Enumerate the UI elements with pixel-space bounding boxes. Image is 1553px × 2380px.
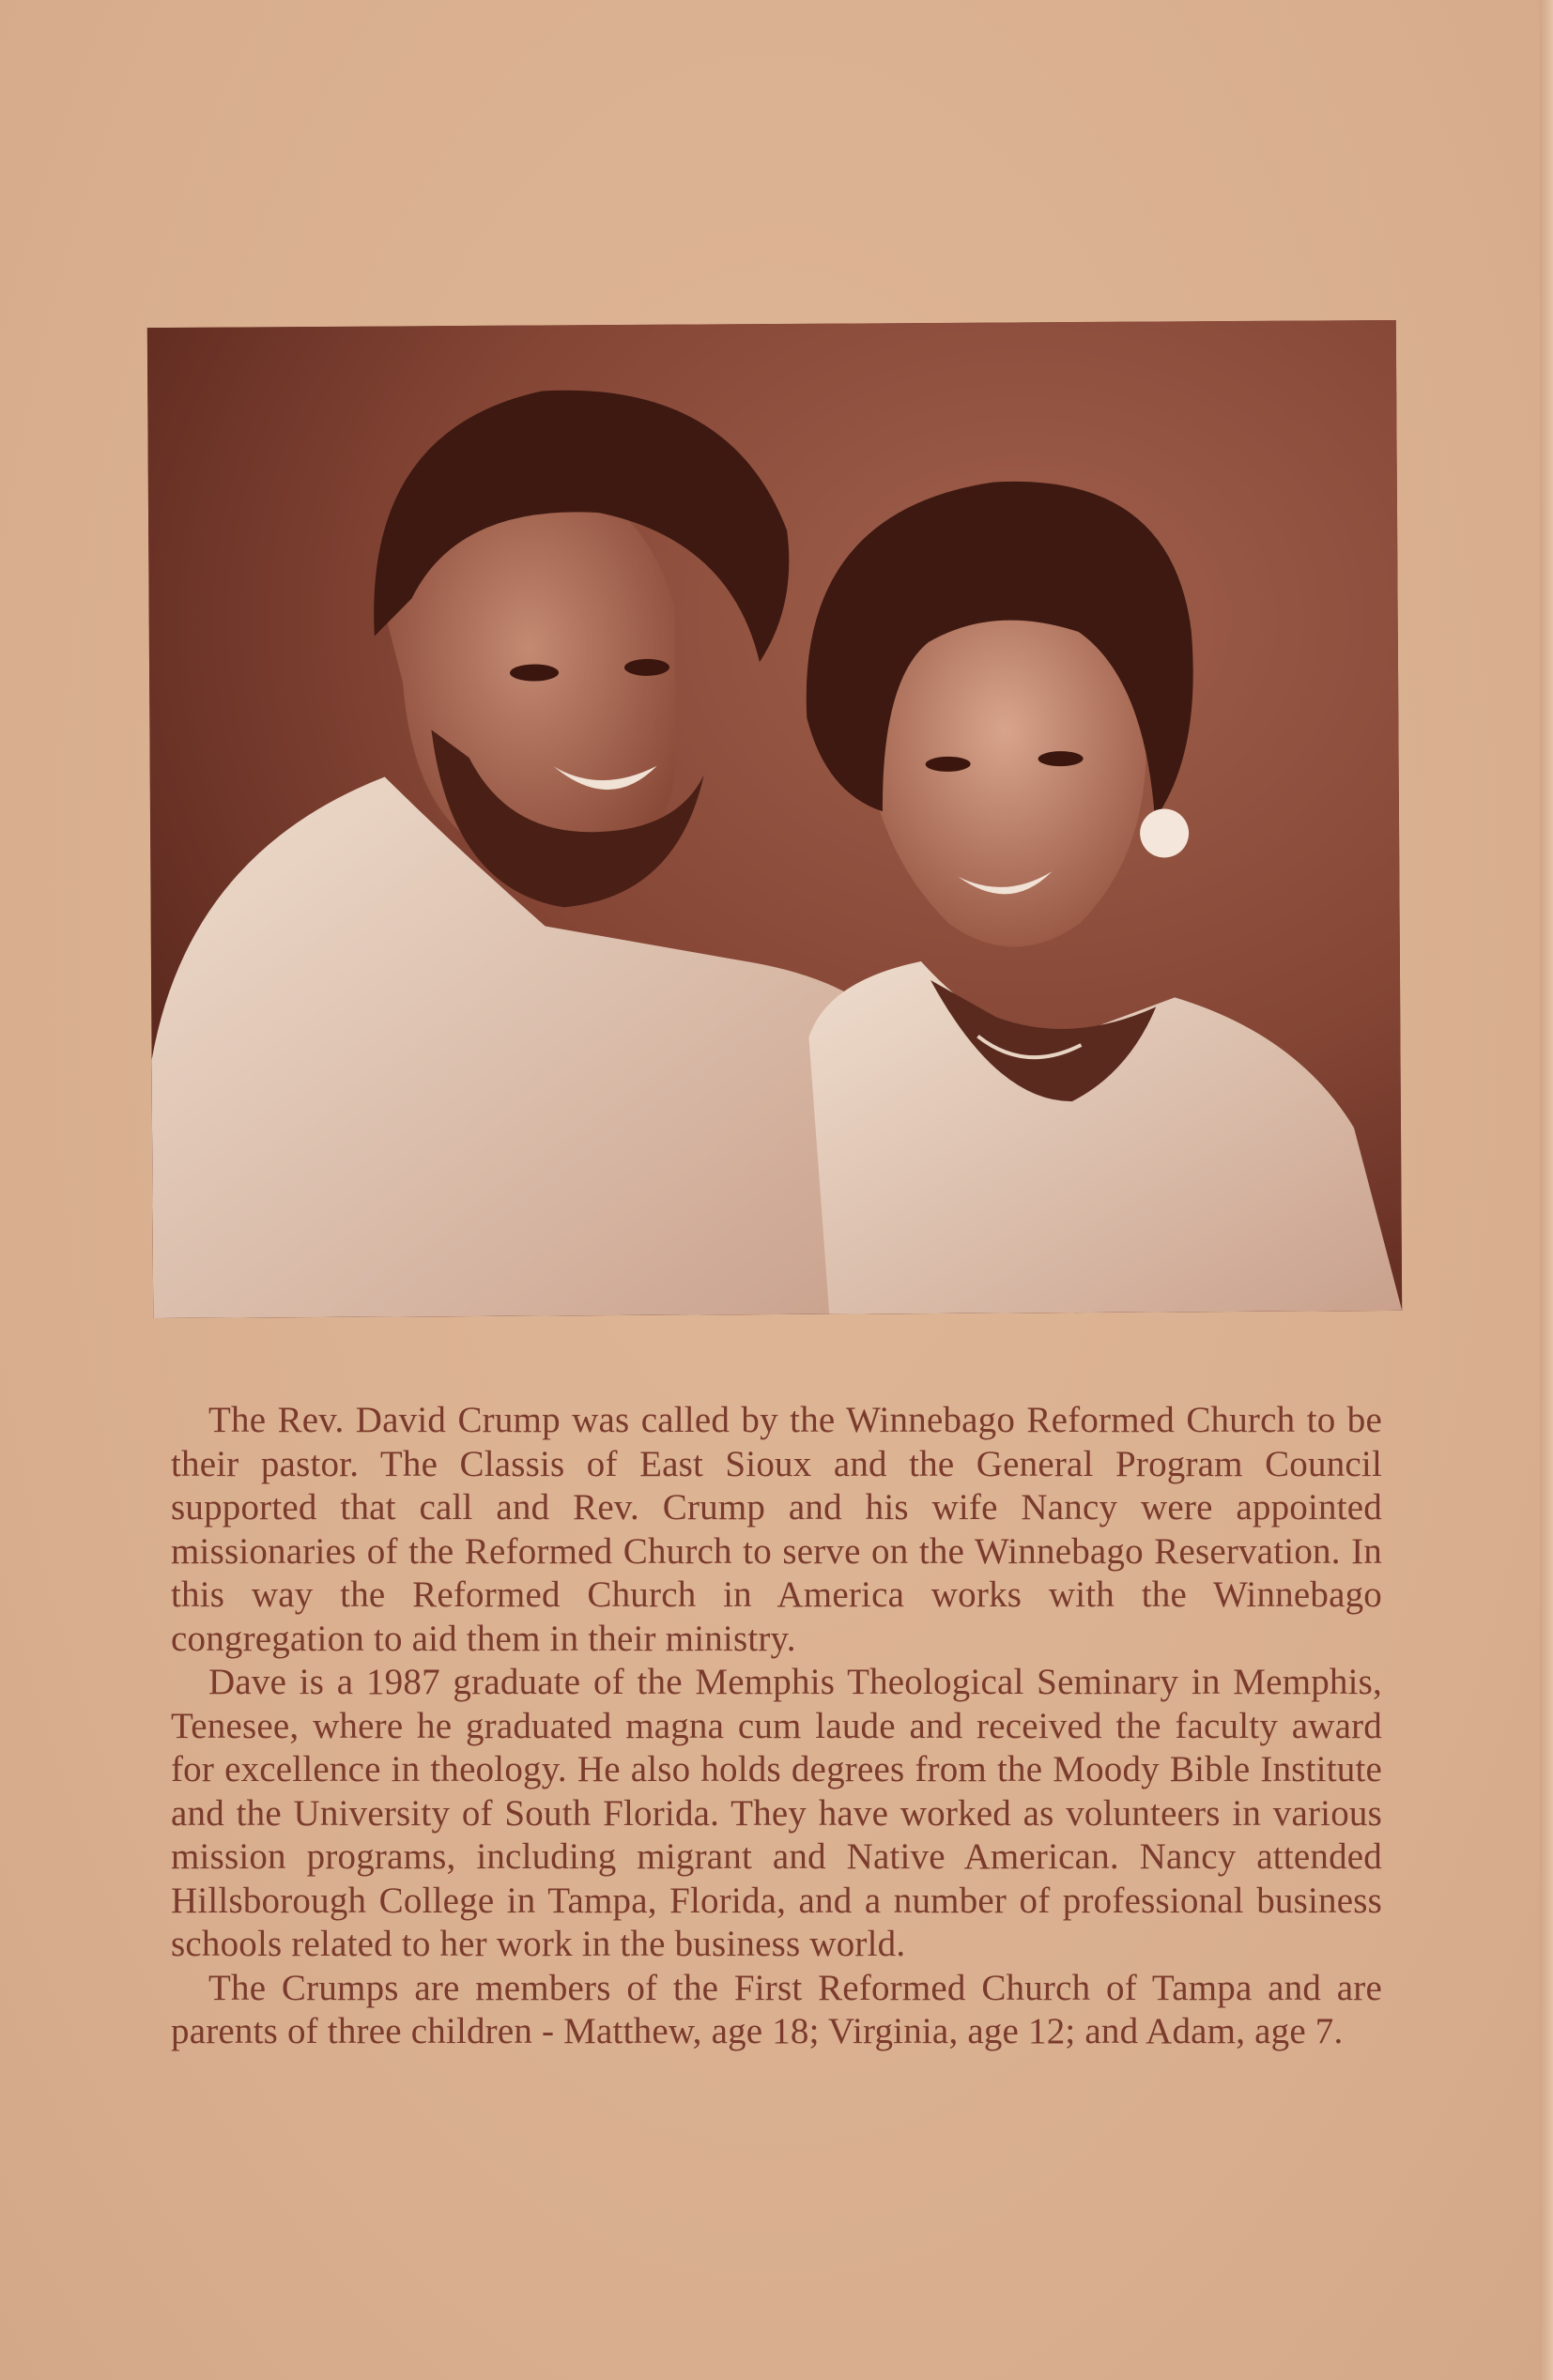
portrait-illustration <box>147 320 1402 1318</box>
body-text <box>171 1399 1382 2054</box>
paragraph-call: The Rev. David Crump was called by the Winnebago Reformed Church to be their pastor. The Classis of East Sioux and the General Program Council supported that call and Rev. Crump and his wife Nancy were appointed missionaries of the Reformed Church to serve on the Winnebago Reservation. In this way the Reformed Church in America works with the Winnebago congregation to aid them in their ministry. <box>171 1400 1382 1659</box>
paragraph-family: The Crumps are members of the First Reformed Church of Tampa and are parents of three children - Matthew, age 18; Virginia, age 12; and Adam, age 7. <box>171 1967 1382 2051</box>
page-edge <box>1540 0 1553 2380</box>
paragraph-education: Dave is a 1987 graduate of the Memphis Theological Seminary in Memphis, Tenesee, where he graduated magna cum laude and received the faculty award for excellence in theology. He also holds degrees from the Moody Bible Institute and the University of South Florida. They have worked as volunteers in various mission programs, including migrant and Native American. Nancy attended Hillsborough College in Tampa, Florida, and a number of professional business schools related to her work in the business world. <box>171 1662 1382 1964</box>
portrait-photo <box>147 320 1402 1318</box>
